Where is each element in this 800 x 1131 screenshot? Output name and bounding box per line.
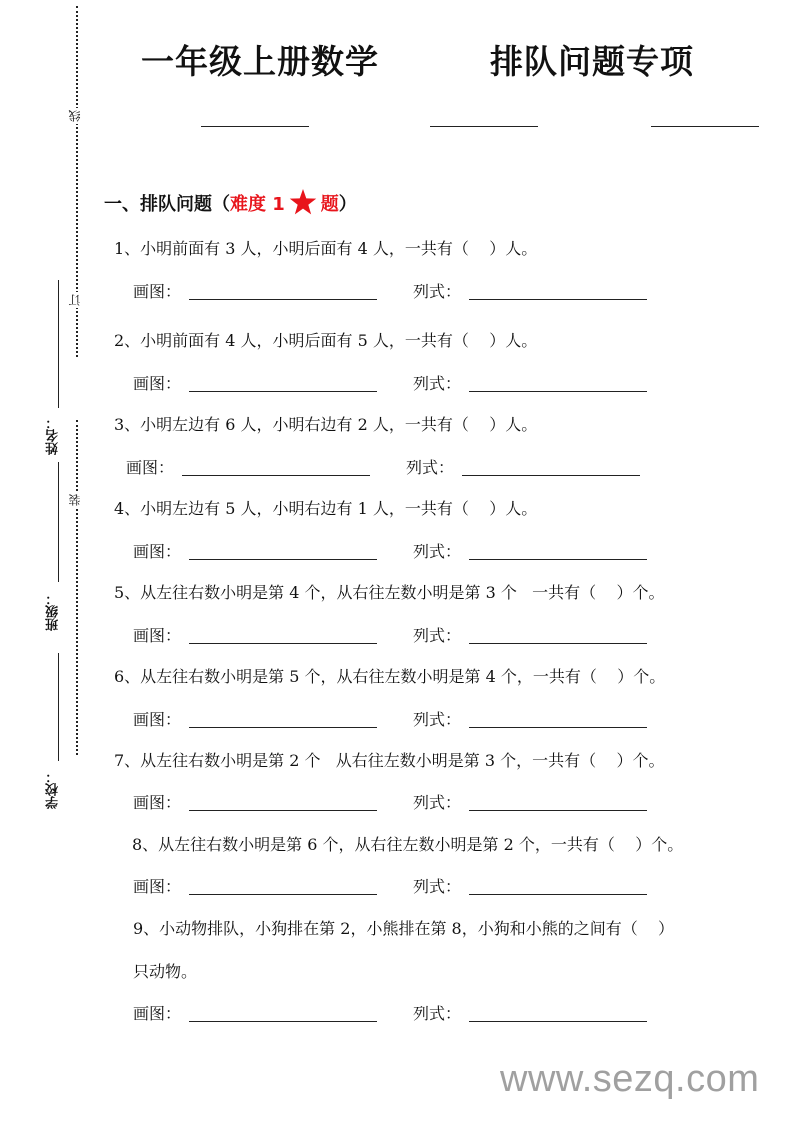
- star-icon: [289, 189, 317, 215]
- drawing-answer-line[interactable]: [182, 475, 370, 476]
- drawing-answer-line[interactable]: [189, 894, 377, 895]
- equation-answer-line[interactable]: [469, 1021, 647, 1022]
- drawing-label: 画图：: [133, 282, 182, 301]
- drawing-label: 画图：: [133, 793, 182, 812]
- binding-dotted-line-lower: [76, 420, 78, 755]
- question-3: 3、小明左边有 6 人，小明右边有 2 人，一共有（ ）人。: [114, 415, 538, 434]
- class-field-label: 班级：: [46, 592, 61, 631]
- equation-label: 列式：: [406, 458, 455, 477]
- equation-label: 列式：: [413, 710, 462, 729]
- question-7: 7、从左往右数小明是第 2 个 从右往左数小明是第 3 个，一共有（ ）个。: [114, 751, 665, 770]
- drawing-label: 画图：: [133, 877, 182, 896]
- binding-mark-xian: 线: [68, 110, 82, 122]
- equation-answer-line[interactable]: [469, 810, 647, 811]
- header-blank-1[interactable]: [201, 126, 309, 127]
- drawing-answer-line[interactable]: [189, 727, 377, 728]
- watermark: www.sezq.com: [500, 1058, 760, 1100]
- equation-label: 列式：: [413, 542, 462, 561]
- name-field-label: 姓名：: [46, 416, 61, 455]
- header-blank-2[interactable]: [430, 126, 538, 127]
- binding-mark-ding: 订: [68, 294, 82, 306]
- header-blank-3[interactable]: [651, 126, 759, 127]
- difficulty-label: 难度 1: [230, 194, 285, 215]
- binding-mark-zhuang: 装: [68, 494, 82, 506]
- equation-answer-line[interactable]: [469, 391, 647, 392]
- equation-label: 列式：: [413, 282, 462, 301]
- drawing-answer-line[interactable]: [189, 643, 377, 644]
- question-9-continuation: 只动物。: [133, 962, 198, 981]
- drawing-answer-line[interactable]: [189, 299, 377, 300]
- drawing-label: 画图：: [133, 710, 182, 729]
- school-field-label: 学校：: [46, 770, 61, 809]
- question-6: 6、从左往右数小明是第 5 个，从右往左数小明是第 4 个，一共有（ ）个。: [114, 667, 666, 686]
- work-row-9: [133, 1001, 462, 1096]
- difficulty-suffix: 题: [320, 194, 339, 215]
- question-5: 5、从左往右数小明是第 4 个，从右往左数小明是第 3 个 一共有（ ）个。: [114, 583, 665, 602]
- equation-label: 列式：: [413, 793, 462, 812]
- equation-answer-line[interactable]: [469, 559, 647, 560]
- question-8: 8、从左往右数小明是第 6 个，从右往左数小明是第 2 个，一共有（ ）个。: [132, 835, 684, 854]
- name-field-line[interactable]: [58, 280, 59, 408]
- question-9: 9、小动物排队，小狗排在第 2，小熊排在第 8，小狗和小熊的之间有（ ）: [133, 919, 675, 938]
- drawing-answer-line[interactable]: [189, 391, 377, 392]
- equation-answer-line[interactable]: [469, 727, 647, 728]
- equation-label: 列式：: [413, 374, 462, 393]
- class-field-line[interactable]: [58, 462, 59, 582]
- equation-answer-line[interactable]: [469, 643, 647, 644]
- equation-answer-line[interactable]: [469, 299, 647, 300]
- question-4: 4、小明左边有 5 人，小明右边有 1 人，一共有（ ）人。: [114, 499, 538, 518]
- section-suffix: ）: [338, 194, 357, 215]
- question-1: 1、小明前面有 3 人，小明后面有 4 人，一共有（ ）人。: [114, 239, 538, 258]
- drawing-label: 画图：: [133, 542, 182, 561]
- school-field-line[interactable]: [58, 653, 59, 761]
- drawing-answer-line[interactable]: [189, 1021, 377, 1022]
- drawing-label: 画图：: [133, 1004, 182, 1023]
- drawing-label: 画图：: [126, 458, 175, 477]
- drawing-label: 画图：: [133, 626, 182, 645]
- drawing-answer-line[interactable]: [189, 559, 377, 560]
- drawing-label: 画图：: [133, 374, 182, 393]
- title-topic: 排队问题专项: [490, 42, 694, 81]
- section-prefix: 一、排队问题（: [104, 194, 230, 215]
- equation-label: 列式：: [413, 877, 462, 896]
- question-2: 2、小明前面有 4 人，小明后面有 5 人，一共有（ ）人。: [114, 331, 538, 350]
- equation-answer-line[interactable]: [462, 475, 640, 476]
- drawing-answer-line[interactable]: [189, 810, 377, 811]
- title-grade: 一年级上册数学: [141, 42, 379, 81]
- equation-label: 列式：: [413, 1004, 462, 1023]
- equation-label: 列式：: [413, 626, 462, 645]
- section-heading: [104, 189, 357, 216]
- equation-answer-line[interactable]: [469, 894, 647, 895]
